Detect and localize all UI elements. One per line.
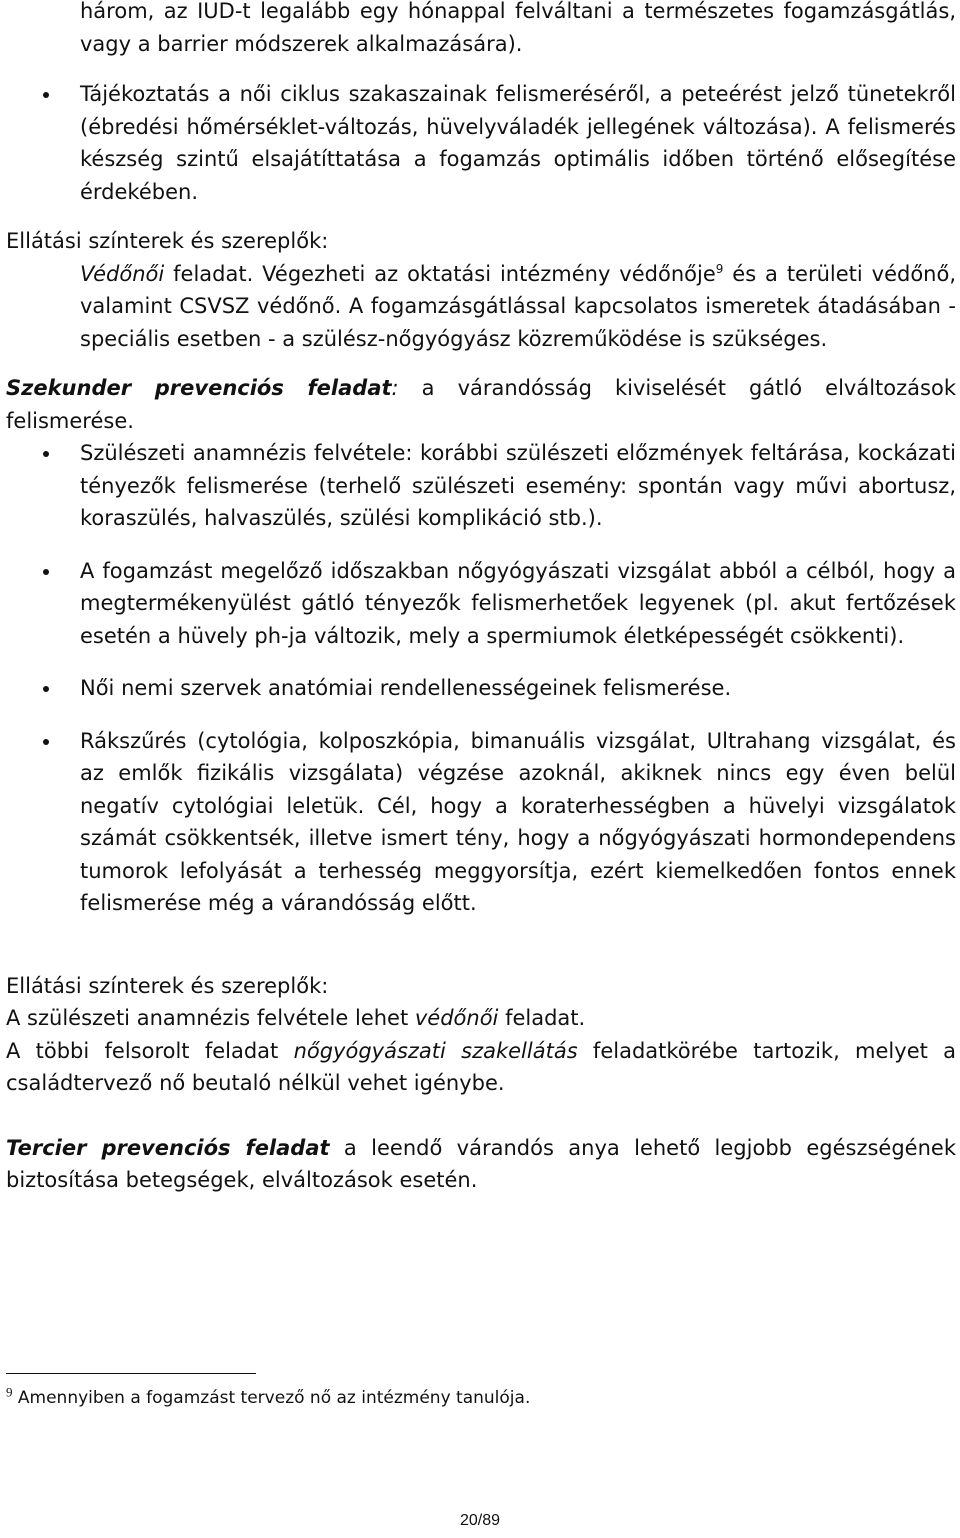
continued-bullet-text: három, az IUD-t legalább egy hónappal felváltani a természetes fogamzásgátlás, vagy a barrier módszerek alkalmazására). (80, 0, 956, 56)
list-item: A fogamzást megelőző időszakban nőgyógyászati vizsgálat abból a célból, hogy a megtermékenyülést gátló tényezők felismerhetőek legyenek (pl. akut fertőzések esetén a hüvely ph-ja változik, mely a spermiumok életképességét csökkenti). (6, 555, 956, 653)
tertiary-prevention-paragraph: Tercier prevenciós feladat a leendő várandós anya lehető legjobb egészségének biztosítása betegségek, elváltozások esetén. (6, 1135, 956, 1192)
bullet-icon (43, 569, 49, 575)
footnote: $^9$ Amennyiben a fogamzást tervező nő az intézmény tanulója. (6, 1384, 531, 1408)
section-heading-providers-2: Ellátási színterek és szereplők: (6, 973, 329, 998)
providers-line-2: A többi felsorolt feladat nőgyógyászati szakellátás feladatkörébe tartozik, melyet a családtervező nő beutaló nélkül vehet igénybe. (6, 1038, 956, 1095)
bullet-icon (43, 451, 49, 457)
page-number: 20/89 (459, 1512, 501, 1529)
list-item: Rákszűrés (cytológia, kolposzkópia, bimanuális vizsgálat, Ultrahang vizsgálat, és az emlők fizikális vizsgálata) végzése azoknál, akiknek nincs egy éven belül negatív cytológiai leletük. Cél, hogy a koraterhességben a hüvelyi vizsgálatok számát csökkentsék, illetve ismert tény, hogy a nőgyógyászati hormondependens tumorok lefolyását a terhesség meggyorsítja, ezért kiemelkedően fontos ennek felismerése még a várandósság előtt. (6, 725, 956, 920)
document-page (6, 0, 957, 1408)
list-item: Női nemi szervek anatómiai rendellenességeinek felismerése. (6, 672, 956, 705)
list-item: Szülészeti anamnézis felvétele: korábbi szülészeti előzmények feltárása, kockázati tényezők felismerése (terhelő szülészeti esemény: spontán vagy művi abortusz, koraszülés, halvaszülés, szülési komplikáció stb.). (6, 437, 956, 535)
list-item-cycle-info: Tájékoztatás a női ciklus szakaszainak felismeréséről, a peteérést jelző tünetekről (ébredési hőmérséklet-változás, hüvelyváladék jellegének változása). A felismerés készség szintű elsajátíttatása a fogamzás optimális időben történő elősegítése érdekében. (6, 78, 956, 208)
providers-line-1: A szülészeti anamnézis felvétele lehet védőnői feladat. (6, 1006, 586, 1030)
secondary-prevention-paragraph: Szekunder prevenciós feladat: a várandósság kiviselését gátló elváltozások felismerése. (6, 376, 956, 433)
footnote-mark: 9 (6, 1384, 13, 1400)
section-heading-providers: Ellátási színterek és szereplők: (6, 229, 329, 253)
footnote-divider (6, 1373, 256, 1374)
footnote-reference: 9 (715, 261, 724, 276)
bullet-icon (43, 739, 49, 745)
bullet-icon (43, 686, 49, 692)
bullet-icon (43, 92, 49, 98)
providers-text: Védőnői feladat. Végezheti az oktatási intézmény védőnője$^9$ és a területi védőnő, valamint CSVSZ védőnő. A fogamzásgátlással kapcsolatos ismeretek átadásában - speciális esetben - a szülész-nőgyógyász közreműködése is szükséges. (80, 261, 957, 351)
